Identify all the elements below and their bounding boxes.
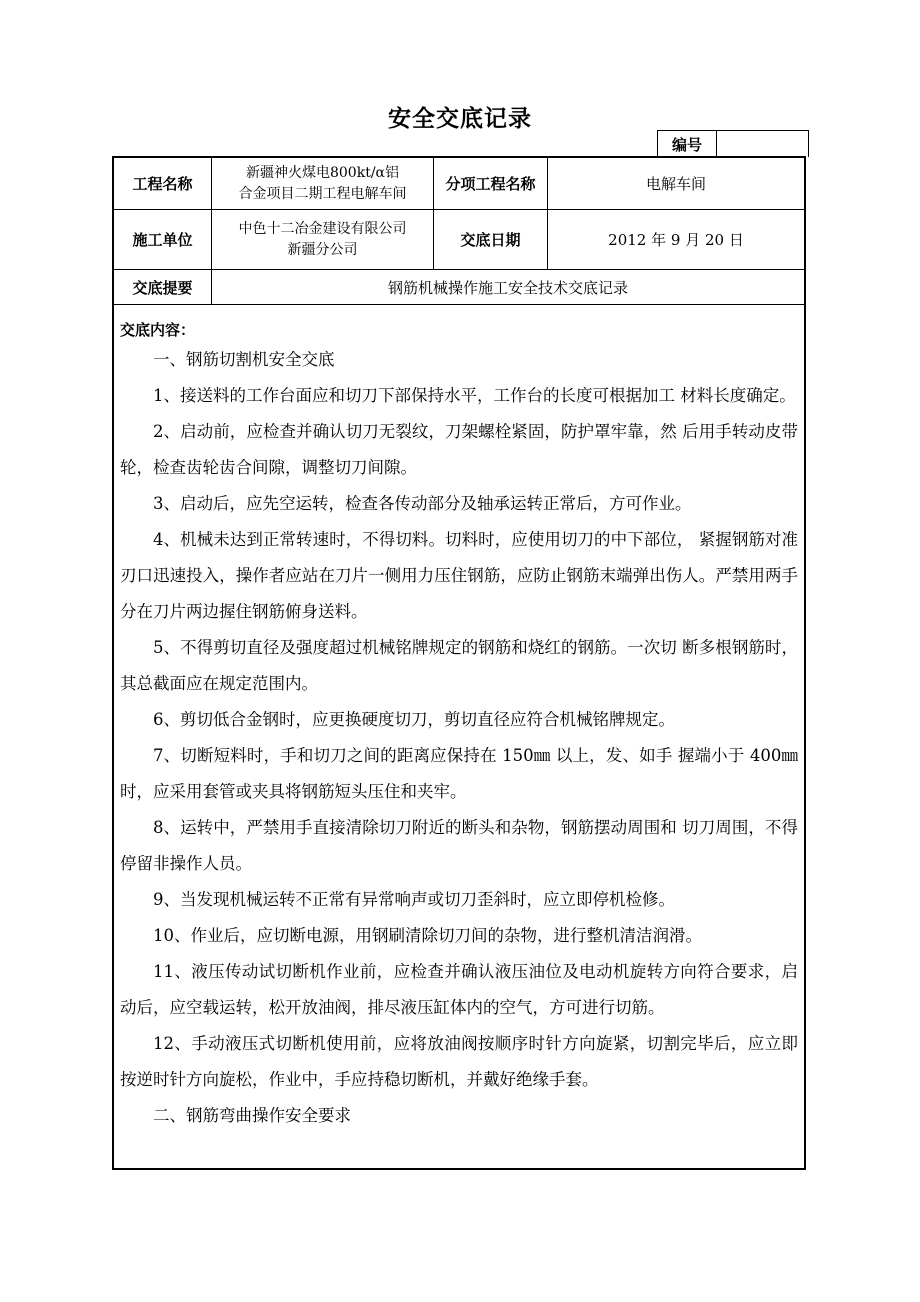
number-box bbox=[657, 130, 809, 157]
project-name-label: 工程名称 bbox=[114, 158, 212, 209]
content-label: 交底内容： bbox=[120, 321, 196, 339]
content-paragraph: 一、钢筋切割机安全交底 bbox=[153, 350, 335, 369]
content-paragraph: 9、当发现机械运转不正常有异常响声或切刀歪斜时，应立即停机检修。 bbox=[153, 890, 675, 909]
handover-date-label: 交底日期 bbox=[434, 210, 548, 269]
unit-row bbox=[114, 210, 804, 270]
content-paragraph: 11、液压传动试切断机作业前，应检查并确认液压油位及电动机旋转方向符合要求，启动后，应空载运转，松开放油阀，排尽液压缸体内的空气，方可进行切筋。 bbox=[120, 962, 798, 1017]
construction-unit-value bbox=[212, 210, 434, 269]
content-paragraph: 4、机械未达到正常转速时，不得切料。切料时，应使用切刀的中下部位， 紧握钢筋对准刃口迅速投入，操作者应站在刀片一侧用力压住钢筋，应防止钢筋末端弹出伤人。严禁用两手分在刀片两边握住钢筋俯身送料。 bbox=[120, 530, 798, 621]
construction-unit-label: 施工单位 bbox=[114, 210, 212, 269]
content-paragraph: 8、运转中，严禁用手直接清除切刀附近的断头和杂物，钢筋摆动周围和 切刀周围，不得停留非操作人员。 bbox=[120, 818, 798, 873]
content-paragraph: 二、钢筋弯曲操作安全要求 bbox=[153, 1106, 351, 1125]
project-name-value bbox=[212, 158, 434, 209]
page-title: 安全交底记录 bbox=[388, 106, 532, 132]
summary-value: 钢筋机械操作施工安全技术交底记录 bbox=[387, 278, 628, 297]
construction-unit-line1: 中色十二冶金建设有限公司 bbox=[238, 220, 407, 237]
content-paragraph: 6、剪切低合金钢时，应更换硬度切刀，剪切直径应符合机械铭牌规定。 bbox=[153, 710, 675, 729]
handover-date-value: 2012 年 9 月 20 日 bbox=[608, 231, 744, 249]
content-paragraph: 10、作业后，应切断电源，用钢刷清除切刀间的杂物，进行整机清洁润滑。 bbox=[153, 926, 702, 945]
content-paragraph: 5、不得剪切直径及强度超过机械铭牌规定的钢筋和烧红的钢筋。一次切 断多根钢筋时，其总截面应在规定范围内。 bbox=[120, 638, 798, 693]
project-row bbox=[114, 158, 804, 210]
content-paragraph: 2、启动前，应检查并确认切刀无裂纹，刀架螺栓紧固，防护罩牢靠，然 后用手转动皮带轮，检查齿轮齿合间隙，调整切刀间隙。 bbox=[120, 422, 798, 477]
summary-label: 交底提要 bbox=[114, 270, 212, 304]
sub-project-label: 分项工程名称 bbox=[434, 158, 548, 209]
content-section bbox=[114, 313, 804, 1134]
construction-unit-line2: 新疆分公司 bbox=[287, 241, 358, 258]
summary-row bbox=[114, 270, 804, 305]
content-paragraph: 7、切断短料时，手和切刀之间的距离应保持在 150㎜ 以上，发、如手 握端小于 400㎜ 时，应采用套管或夹具将钢筋短头压住和夹牢。 bbox=[120, 746, 798, 801]
content-paragraph: 12、手动液压式切断机使用前，应将放油阀按顺序时针方向旋紧，切割完毕后，应立即按逆时针方向旋松，作业中，手应持稳切断机，并戴好绝缘手套。 bbox=[120, 1034, 798, 1089]
content-paragraph: 3、启动后，应先空运转，检查各传动部分及轴承运转正常后，方可作业。 bbox=[153, 494, 692, 513]
content-paragraph: 1、接送料的工作台面应和切刀下部保持水平，工作台的长度可根据加工 材料长度确定。 bbox=[153, 386, 796, 405]
number-value bbox=[717, 131, 808, 157]
record-table bbox=[112, 156, 806, 1170]
project-name-line1: 新疆神火煤电800kt/α铝 bbox=[245, 164, 399, 181]
project-name-line2: 合金项目二期工程电解车间 bbox=[238, 185, 407, 202]
sub-project-value: 电解车间 bbox=[645, 175, 706, 193]
number-label: 编号 bbox=[658, 131, 717, 157]
